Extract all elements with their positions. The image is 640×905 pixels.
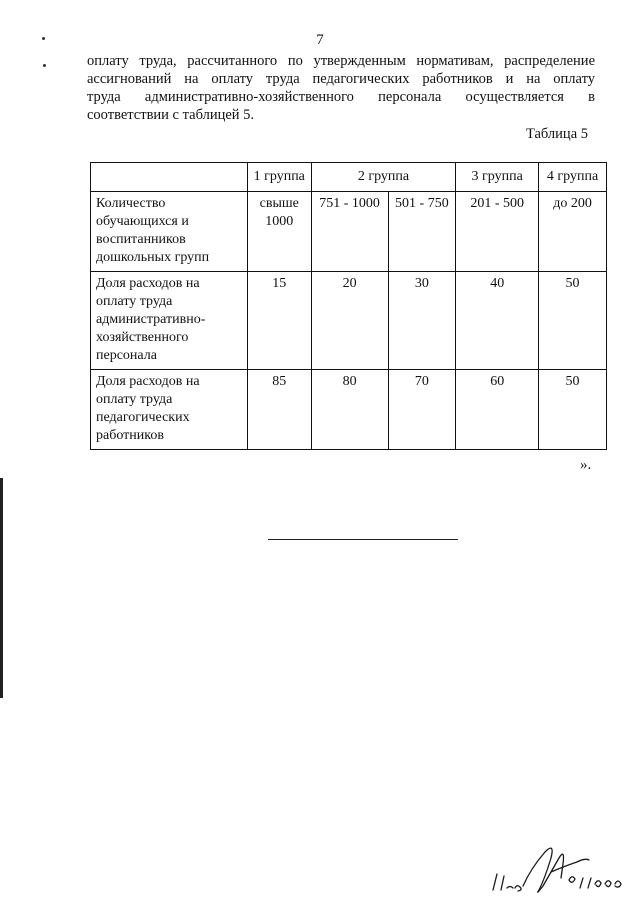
handwritten-signature bbox=[485, 838, 630, 898]
row-label: Количество обучающихся и воспитанников дошкольных групп bbox=[91, 192, 248, 272]
table-cell: до 200 bbox=[539, 192, 607, 272]
table-cell: 60 bbox=[456, 370, 539, 450]
table-cell: 501 - 750 bbox=[388, 192, 456, 272]
table-header-cell: 1 группа bbox=[247, 163, 311, 192]
paragraph-line: оплату труда, рассчитанного по утвержденным нормативам, распределение bbox=[87, 53, 595, 69]
table-header-row bbox=[91, 163, 607, 192]
separator-line bbox=[268, 539, 458, 540]
table-header-cell: 2 группа bbox=[311, 163, 456, 192]
table-header-cell: 3 группа bbox=[456, 163, 539, 192]
paragraph-line: ассигнований на оплату труда педагогических работников и на оплату bbox=[87, 71, 595, 87]
table-header-corner bbox=[91, 163, 248, 192]
table-cell: 201 - 500 bbox=[456, 192, 539, 272]
body-paragraph bbox=[87, 52, 595, 124]
table-cell: 85 bbox=[247, 370, 311, 450]
table-caption: Таблица 5 bbox=[525, 126, 588, 142]
table-cell: 50 bbox=[539, 370, 607, 450]
table-cell: 30 bbox=[388, 272, 456, 370]
scan-speck bbox=[42, 37, 45, 40]
paragraph-line: труда административно-хозяйственного персонала осуществляется в bbox=[87, 89, 595, 105]
table-cell: 20 bbox=[311, 272, 388, 370]
table-cell: 50 bbox=[539, 272, 607, 370]
table-cell: свыше 1000 bbox=[247, 192, 311, 272]
distribution-table bbox=[90, 162, 607, 450]
table-row bbox=[91, 272, 607, 370]
row-label: Доля расходов на оплату труда педагогических работников bbox=[91, 370, 248, 450]
closing-quote: ». bbox=[580, 457, 592, 473]
table-row bbox=[91, 192, 607, 272]
scan-edge-mark bbox=[0, 478, 3, 698]
row-label: Доля расходов на оплату труда административно-хозяйственного персонала bbox=[91, 272, 248, 370]
page-number: 7 bbox=[316, 32, 324, 48]
table-cell: 40 bbox=[456, 272, 539, 370]
table-row bbox=[91, 370, 607, 450]
table-cell: 70 bbox=[388, 370, 456, 450]
table-header-cell: 4 группа bbox=[539, 163, 607, 192]
table-cell: 751 - 1000 bbox=[311, 192, 388, 272]
scan-speck bbox=[43, 64, 46, 67]
paragraph-line: соответствии с таблицей 5. bbox=[87, 107, 255, 123]
table-cell: 15 bbox=[247, 272, 311, 370]
table-cell: 80 bbox=[311, 370, 388, 450]
